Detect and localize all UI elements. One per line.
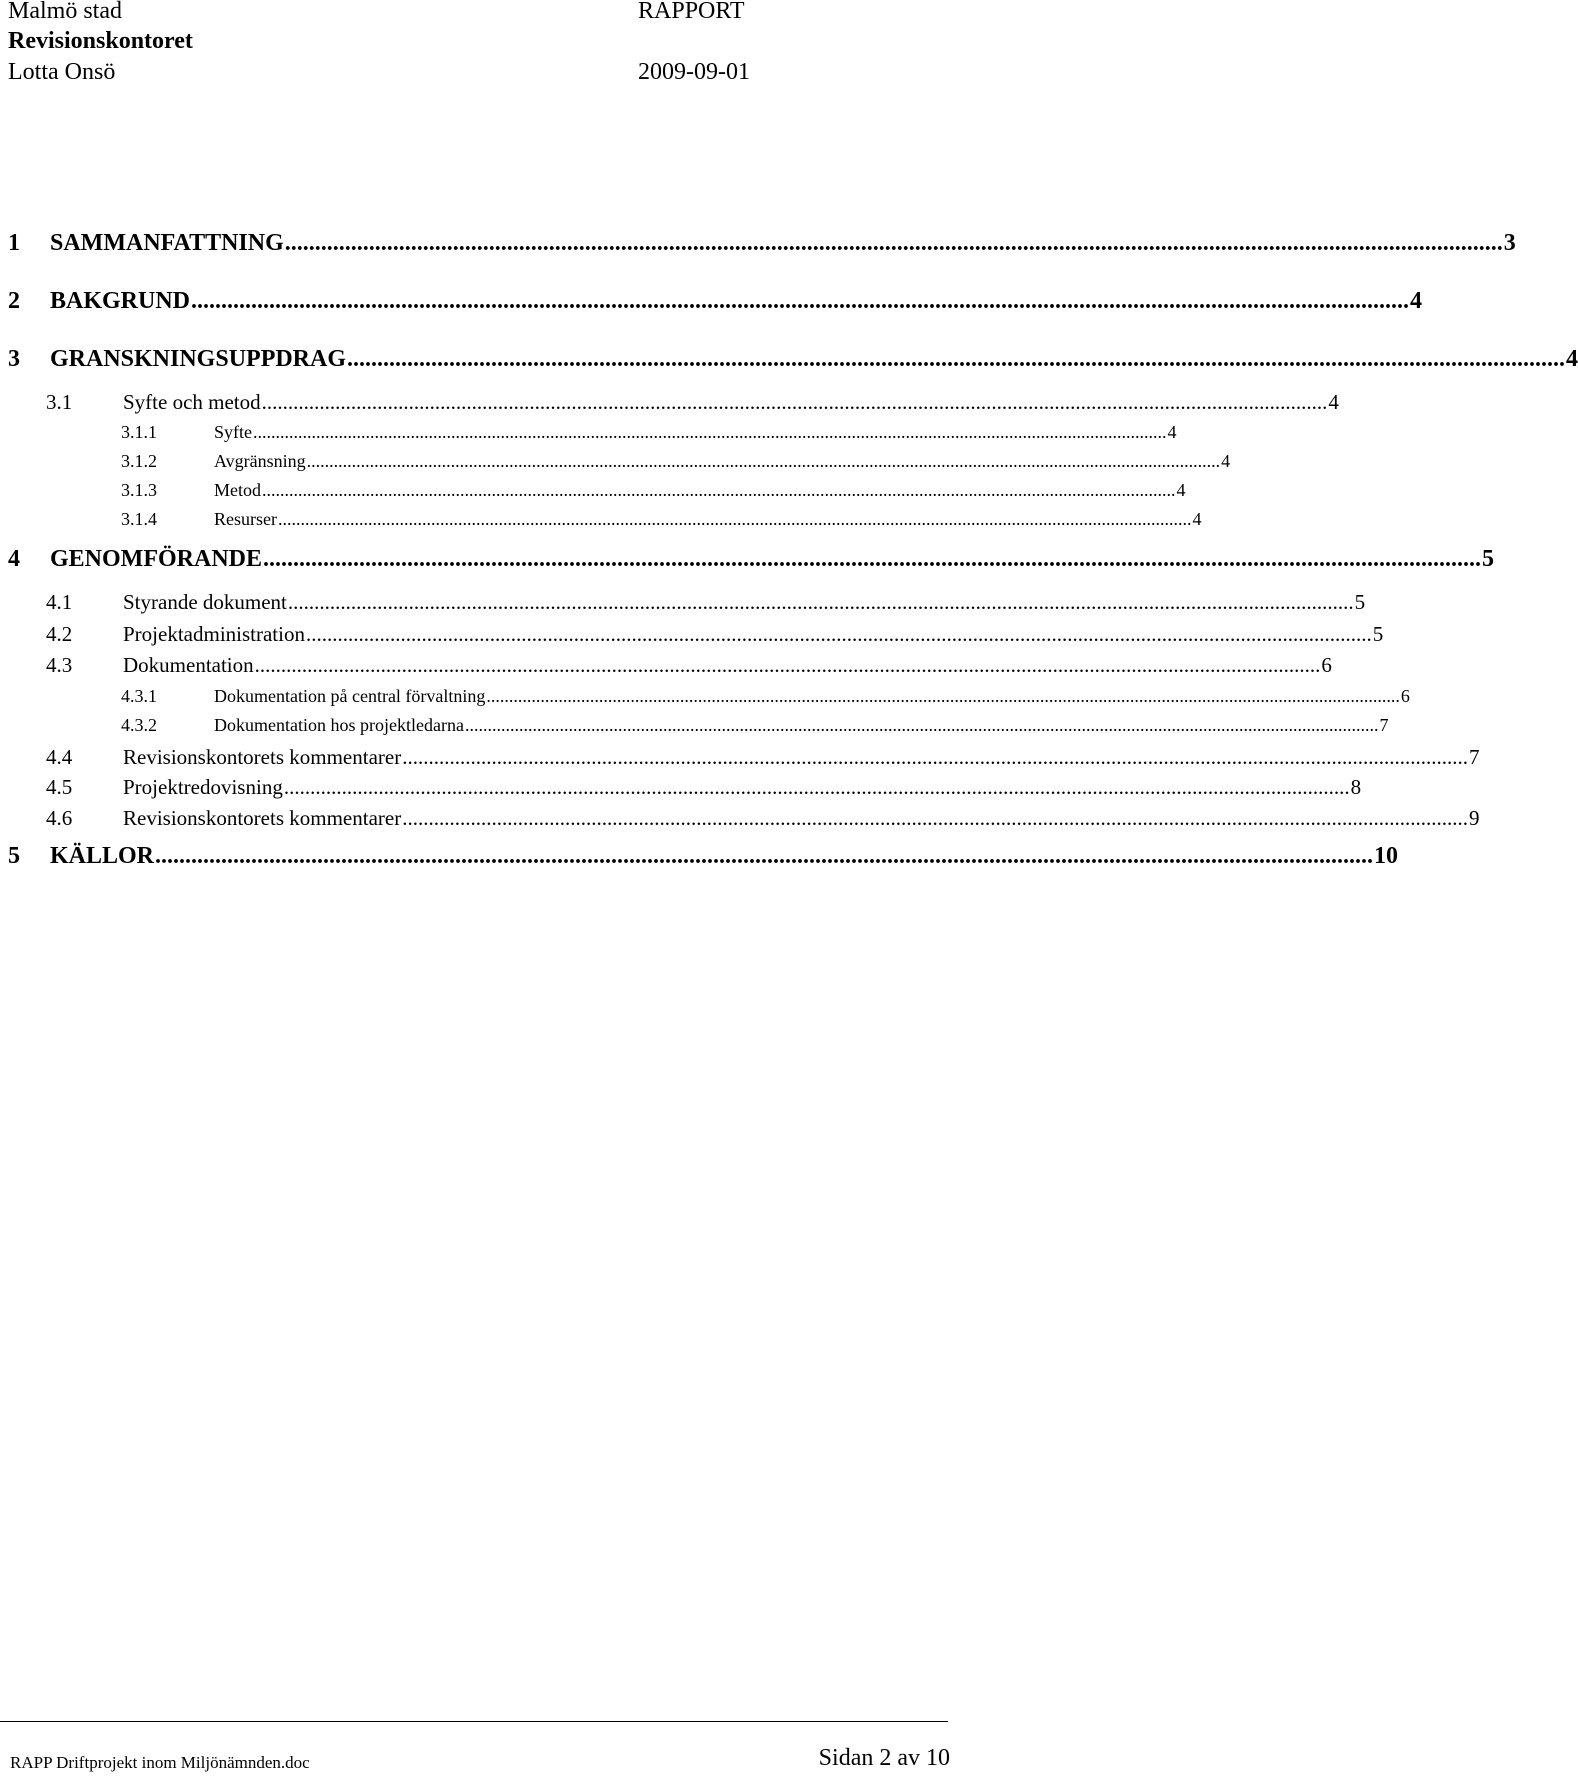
header-author: Lotta Onsö <box>8 59 116 85</box>
toc-entry[interactable] <box>121 451 1231 472</box>
toc-entry-page: 5 <box>1482 546 1494 572</box>
toc-entry-title: SAMMANFATTNING <box>50 230 284 256</box>
toc-entry-number: 3.1.2 <box>121 451 157 471</box>
toc-entry-title: Projektredovisning <box>123 775 283 799</box>
toc-entry-page: 7 <box>1379 715 1389 735</box>
toc-entry-page: 6 <box>1321 653 1332 677</box>
toc-entry[interactable] <box>46 590 1366 615</box>
toc-entry-title: Avgränsning <box>214 451 306 471</box>
toc-leader-dots: ........................................................................................................................................................................................................... <box>261 390 1328 414</box>
toc-entry-title: GENOMFÖRANDE <box>50 546 262 572</box>
toc-entry-page: 5 <box>1372 622 1384 646</box>
toc-leader-dots: ........................................................................................................................................................................................................... <box>155 843 1374 869</box>
toc-entry-number: 5 <box>8 843 20 869</box>
toc-leader-dots: ........................................................................................................................................................................................................... <box>262 480 1176 500</box>
toc-entry-title: Dokumentation hos projektledarna <box>214 715 464 735</box>
toc-entry[interactable] <box>46 653 1332 678</box>
toc-entry-page: 6 <box>1400 686 1410 706</box>
toc-leader-dots: ........................................................................................................................................................................................................... <box>253 422 1167 442</box>
toc-entry-number: 2 <box>8 288 20 314</box>
toc-entry[interactable] <box>121 686 1410 707</box>
toc-entry[interactable] <box>8 546 1494 573</box>
toc-entry-page: 4 <box>1176 480 1186 500</box>
toc-leader-dots: ........................................................................................................................................................................................................... <box>287 590 1354 614</box>
toc-entry[interactable] <box>46 622 1384 647</box>
toc-entry-title: Dokumentation <box>123 653 254 677</box>
toc-entry-title: Dokumentation på central förvaltning <box>214 686 486 706</box>
toc-entry-title: GRANSKNINGSUPPDRAG <box>50 346 347 372</box>
toc-entry[interactable] <box>121 422 1177 443</box>
toc-entry-page: 3 <box>1503 230 1516 256</box>
toc-leader-dots: ........................................................................................................................................................................................................... <box>284 230 1503 256</box>
toc-entry-number: 4 <box>8 546 20 572</box>
toc-entry-number: 3.1.1 <box>121 422 157 442</box>
toc-entry-number: 3.1.4 <box>121 509 157 529</box>
toc-entry-page: 9 <box>1468 806 1480 830</box>
toc-leader-dots: ........................................................................................................................................................................................................... <box>254 653 1321 677</box>
footer-filename: RAPP Driftprojekt inom Miljönämnden.doc <box>10 1753 310 1772</box>
toc-entry-title: BAKGRUND <box>50 288 191 314</box>
toc-entry[interactable] <box>46 745 1480 770</box>
toc-entry-number: 4.1 <box>46 590 73 614</box>
toc-leader-dots: ........................................................................................................................................................................................................... <box>277 509 1192 529</box>
header-doc-type: RAPPORT <box>638 0 745 24</box>
toc-entry-page: 4 <box>1566 346 1578 372</box>
toc-entry-title: Styrande dokument <box>123 590 287 614</box>
toc-entry-page: 4 <box>1221 451 1231 471</box>
toc-entry-number: 4.3.1 <box>121 686 157 706</box>
toc-leader-dots: ........................................................................................................................................................................................................... <box>305 622 1372 646</box>
toc-entry[interactable] <box>46 390 1339 415</box>
toc-entry-number: 3.1.3 <box>121 480 157 500</box>
toc-entry[interactable] <box>8 230 1516 257</box>
toc-leader-dots: ........................................................................................................................................................................................................... <box>464 715 1379 735</box>
toc-leader-dots: ........................................................................................................................................................................................................... <box>402 806 1468 830</box>
header-department: Revisionskontoret <box>8 28 193 54</box>
toc-entry-number: 4.6 <box>46 806 73 830</box>
toc-entry-number: 1 <box>8 230 20 256</box>
toc-entry-number: 4.3 <box>46 653 73 677</box>
toc-entry-page: 4 <box>1328 390 1339 414</box>
toc-entry-page: 5 <box>1354 590 1366 614</box>
toc-entry[interactable] <box>46 775 1362 800</box>
footer-page-label: Sidan 2 av 10 <box>818 1745 950 1771</box>
toc-leader-dots: ........................................................................................................................................................................................................... <box>486 686 1400 706</box>
toc-entry-page: 7 <box>1468 745 1480 769</box>
toc-entry[interactable] <box>121 509 1202 530</box>
toc-entry-title: Resurser <box>214 509 277 529</box>
header-org: Malmö stad <box>8 0 122 24</box>
toc-entry-title: Syfte och metod <box>123 390 261 414</box>
toc-entry-page: 4 <box>1192 509 1202 529</box>
footer-divider <box>0 1721 948 1722</box>
toc-leader-dots: ........................................................................................................................................................................................................... <box>402 745 1468 769</box>
toc-entry-number: 4.3.2 <box>121 715 157 735</box>
toc-entry-title: Revisionskontorets kommentarer <box>123 806 402 830</box>
toc-entry-number: 4.2 <box>46 622 73 646</box>
toc-leader-dots: ........................................................................................................................................................................................................... <box>347 346 1566 372</box>
toc-entry[interactable] <box>8 843 1399 870</box>
toc-leader-dots: ........................................................................................................................................................................................................... <box>306 451 1221 471</box>
toc-entry-number: 3 <box>8 346 20 372</box>
toc-entry-title: Revisionskontorets kommentarer <box>123 745 402 769</box>
toc-entry-page: 10 <box>1374 843 1399 869</box>
toc-leader-dots: ........................................................................................................................................................................................................... <box>263 546 1481 572</box>
toc-leader-dots: ........................................................................................................................................................................................................... <box>283 775 1350 799</box>
toc-entry-page: 4 <box>1410 288 1423 314</box>
toc-entry[interactable] <box>121 480 1186 501</box>
toc-entry-page: 8 <box>1350 775 1362 799</box>
toc-entry-number: 4.5 <box>46 775 73 799</box>
toc-leader-dots: ........................................................................................................................................................................................................... <box>191 288 1410 314</box>
toc-entry-title: Syfte <box>214 422 252 442</box>
toc-entry-title: Projektadministration <box>123 622 305 646</box>
toc-entry[interactable] <box>121 715 1389 736</box>
header-date: 2009-09-01 <box>638 59 750 85</box>
toc-entry[interactable] <box>8 288 1423 315</box>
toc-entry-title: KÄLLOR <box>50 843 155 869</box>
toc-entry-title: Metod <box>214 480 261 500</box>
toc-entry[interactable] <box>46 806 1480 831</box>
toc-entry[interactable] <box>8 346 1578 373</box>
toc-entry-page: 4 <box>1167 422 1177 442</box>
toc-entry-number: 3.1 <box>46 390 73 414</box>
toc-entry-number: 4.4 <box>46 745 73 769</box>
